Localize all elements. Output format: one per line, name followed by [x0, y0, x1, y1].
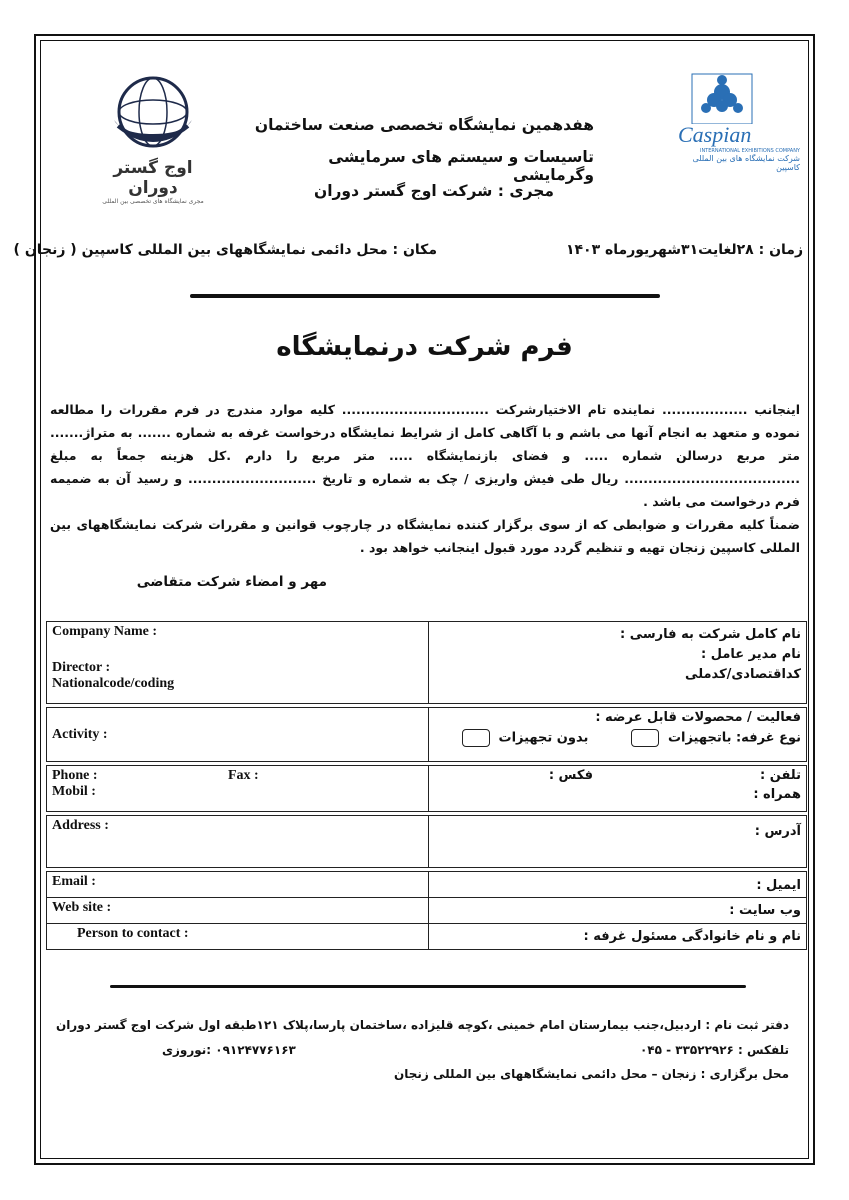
company-name-label-en: Company Name : — [52, 624, 157, 639]
contact-cell-fa[interactable] — [429, 924, 807, 950]
phone-cell-fa[interactable] — [429, 766, 807, 812]
director-label-fa: نام مدیر عامل : — [700, 647, 801, 662]
website-label-en: Web site : — [52, 900, 112, 915]
booth-without-label: بدون تجهیزات — [498, 730, 589, 746]
footer-divider — [110, 985, 746, 988]
caspian-logo — [668, 70, 804, 180]
office-address: دفتر ثبت نام : اردبیل،جنب بیمارستان امام خمینی ،کوچه قلیزاده ،ساختمان پارسا،پلاک ۱۲۱طبقه اول شرکت اوج گستر دوران — [55, 1018, 789, 1032]
signature-label: مهر و امضاء شرکت متقاضی — [136, 574, 327, 590]
owj-gostar-name: اوج گستر دوران — [113, 158, 193, 198]
activity-cell-en[interactable] — [47, 708, 429, 762]
email-cell-fa[interactable] — [429, 872, 807, 898]
nationalcode-label-fa: کداقتصادی/کدملی — [685, 667, 801, 682]
owj-gostar-logo — [88, 74, 218, 205]
commitment-paragraph — [50, 398, 800, 559]
commitment-text-2: ضمناً کلیه مقررات و ضوابطی که از سوی برگزار کننده نمایشگاه در چارچوب قوانین و مقررات شرکت نمایشگاههای بین المللی کاسپین زنجان تهیه و تنظیم گردد مورد قبول اینجانب خواهد بود . — [50, 517, 800, 555]
globe-hands-icon — [88, 74, 218, 154]
table-row — [47, 622, 807, 704]
venue-location: محل برگزاری : زنجان – محل دائمی نمایشگاههای بین المللی زنجان — [394, 1067, 789, 1081]
header-line-3: مجری : شرکت اوج گستر دوران — [313, 182, 554, 200]
table-row — [47, 872, 807, 898]
header-divider — [190, 294, 660, 298]
activity-label-en: Activity : — [52, 726, 108, 742]
address-cell-en[interactable] — [47, 816, 429, 868]
event-place: مکان : محل دائمی نمایشگاههای بین المللی کاسپین ( زنجان ) — [13, 242, 437, 258]
address-cell-fa[interactable] — [429, 816, 807, 868]
caspian-persian-sub: شرکت نمایشگاه های بین المللی کاسپین — [692, 154, 800, 172]
company-cell-en[interactable] — [47, 622, 429, 704]
caspian-flower-icon — [668, 70, 804, 124]
header-line-1: هفدهمین نمایشگاه تخصصی صنعت ساختمان — [254, 116, 594, 134]
email-label-fa: ایمیل : — [756, 878, 801, 893]
office-mobile: ۰۹۱۲۴۷۷۶۱۶۳ :نوروزی — [162, 1043, 296, 1057]
booth-unequipped-checkbox[interactable] — [462, 729, 490, 747]
applicant-info-table — [46, 621, 807, 950]
company-cell-fa[interactable] — [429, 622, 807, 704]
office-telfax: تلفکس : ۳۳۵۲۲۹۲۶ - ۰۴۵ — [639, 1043, 789, 1057]
phone-label-en: Phone : — [52, 768, 98, 783]
table-row — [47, 898, 807, 924]
company-name-label-fa: نام کامل شرکت به فارسی : — [620, 627, 801, 642]
address-label-fa: آدرس : — [754, 824, 801, 839]
mobil-label-en: Mobil : — [52, 784, 96, 799]
activity-label-fa: فعالیت / محصولات قابل عرضه : — [595, 710, 801, 725]
email-label-en: Email : — [52, 874, 96, 889]
director-label-en: Director : — [52, 660, 111, 675]
address-label-en: Address : — [52, 818, 109, 833]
header-line-2: تاسیسات و سیستم های سرمایشی وگرمایشی — [328, 148, 594, 184]
email-cell-en[interactable] — [47, 872, 429, 898]
fax-label-fa: فکس : — [548, 768, 593, 783]
website-cell-fa[interactable] — [429, 898, 807, 924]
table-row — [47, 708, 807, 762]
phone-cell-en[interactable] — [47, 766, 429, 812]
caspian-wordmark: Caspian — [678, 122, 752, 147]
phone-label-fa: تلفن : — [760, 768, 801, 783]
booth-type-label: نوع غرفه: باتجهیزات — [667, 730, 801, 746]
event-date: زمان : ۲۸لغایت۳۱شهریورماه ۱۴۰۳ — [565, 242, 803, 258]
table-row — [47, 924, 807, 950]
website-label-fa: وب سایت : — [729, 903, 801, 918]
page-border-inner — [40, 40, 809, 1159]
table-row — [47, 816, 807, 868]
fax-label-en: Fax : — [228, 768, 259, 783]
caspian-english-sub: INTERNATIONAL EXHIBITIONS COMPANY — [699, 148, 800, 154]
website-cell-en[interactable] — [47, 898, 429, 924]
commitment-text-1: اینجانب .................. نماینده تام الاختیارشرکت ............................... کلیه موارد مندرج در فرم مقررات را مطالعه نموده و متعهد به انجام آنها می باشم و با آگاهی کامل از شرایط نمایشگاه درخواست غرفه به شماره ....... به متراژ....... متر مربع درسالن شماره ..... و فضای بازنمایشگاه ..... متر مربع را دارم .کل هزینه جمعاً به مبلغ ..................................... ریال طی فیش واریزی / چک به شماره و تاریخ ........................... و رسید آن به ضمیمه فرم درخواست می باشد . — [50, 402, 800, 509]
table-row — [47, 766, 807, 812]
owj-gostar-tagline: مجری نمایشگاه های تخصصی بین المللی — [102, 198, 204, 205]
contact-label-fa: نام و نام خانوادگی مسئول غرفه : — [583, 929, 801, 944]
activity-cell-fa[interactable] — [429, 708, 807, 762]
nationalcode-label-en: Nationalcode/coding — [52, 676, 175, 691]
contact-label-en: Person to contact : — [77, 926, 189, 941]
form-title: فرم شرکت درنمایشگاه — [276, 332, 573, 362]
mobile-label-fa: همراه : — [753, 787, 801, 802]
booth-equipped-checkbox[interactable] — [631, 729, 659, 747]
contact-cell-en[interactable] — [47, 924, 429, 950]
